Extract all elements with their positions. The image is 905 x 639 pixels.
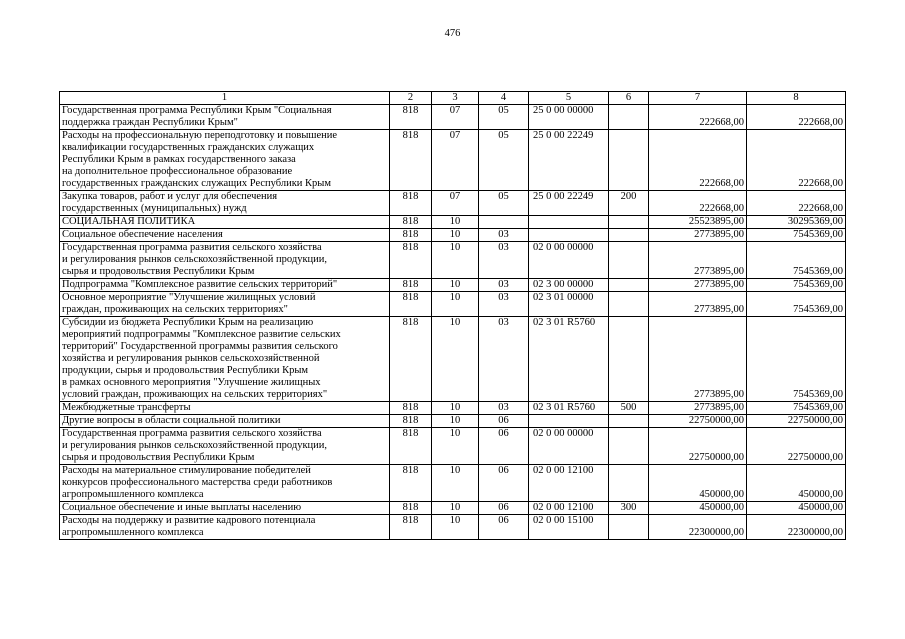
ministry-code: 818 [390, 279, 432, 292]
row-name: Социальное обеспечение и иные выплаты населению [60, 502, 390, 515]
target-article-code: 02 0 00 00000 [529, 428, 609, 465]
subsection-code [479, 216, 529, 229]
row-name: Расходы на профессиональную переподготовку и повышение квалификации государственных гражданских служащих Республики Крым в рамках государственного заказа на дополнительное профессиональное образование государственных гражданских служащих Республики Крым [60, 130, 390, 191]
subsection-code: 06 [479, 465, 529, 502]
table-row [60, 216, 846, 229]
amount-year-2: 7545369,00 [747, 279, 846, 292]
section-code: 10 [432, 216, 479, 229]
amount-year-1: 2773895,00 [649, 402, 747, 415]
expense-type-code [609, 242, 649, 279]
expense-type-code [609, 515, 649, 540]
ministry-code: 818 [390, 105, 432, 130]
section-code: 10 [432, 502, 479, 515]
expense-type-code [609, 229, 649, 242]
table-row [60, 229, 846, 242]
target-article-code: 02 0 00 00000 [529, 242, 609, 279]
row-name: Основное мероприятие "Улучшение жилищных условий граждан, проживающих на сельских территориях" [60, 292, 390, 317]
header-cell: 4 [479, 92, 529, 105]
amount-year-2: 450000,00 [747, 465, 846, 502]
section-code: 10 [432, 317, 479, 402]
subsection-code: 03 [479, 292, 529, 317]
ministry-code: 818 [390, 229, 432, 242]
target-article-code: 02 0 00 12100 [529, 465, 609, 502]
target-article-code: 02 3 01 00000 [529, 292, 609, 317]
table-row [60, 515, 846, 540]
section-code: 07 [432, 130, 479, 191]
expense-type-code [609, 130, 649, 191]
amount-year-1: 22750000,00 [649, 428, 747, 465]
target-article-code: 25 0 00 22249 [529, 130, 609, 191]
header-cell: 5 [529, 92, 609, 105]
amount-year-2: 7545369,00 [747, 317, 846, 402]
amount-year-1: 22300000,00 [649, 515, 747, 540]
section-code: 10 [432, 465, 479, 502]
section-code: 10 [432, 229, 479, 242]
page-number: 476 [444, 28, 461, 39]
section-code: 07 [432, 105, 479, 130]
table-row [60, 415, 846, 428]
amount-year-2: 222668,00 [747, 130, 846, 191]
amount-year-1: 2773895,00 [649, 292, 747, 317]
ministry-code: 818 [390, 317, 432, 402]
ministry-code: 818 [390, 465, 432, 502]
subsection-code: 05 [479, 191, 529, 216]
amount-year-2: 22750000,00 [747, 428, 846, 465]
expense-type-code [609, 105, 649, 130]
subsection-code: 03 [479, 279, 529, 292]
amount-year-2: 7545369,00 [747, 229, 846, 242]
table-row [60, 279, 846, 292]
target-article-code: 02 0 00 12100 [529, 502, 609, 515]
expense-type-code [609, 415, 649, 428]
section-code: 10 [432, 242, 479, 279]
header-cell: 7 [649, 92, 747, 105]
row-name: Социальное обеспечение населения [60, 229, 390, 242]
target-article-code: 02 0 00 15100 [529, 515, 609, 540]
expense-type-code [609, 465, 649, 502]
ministry-code: 818 [390, 216, 432, 229]
subsection-code: 03 [479, 317, 529, 402]
ministry-code: 818 [390, 292, 432, 317]
row-name: Государственная программа развития сельского хозяйства и регулирования рынков сельскохозяйственной продукции, сырья и продовольствия Республики Крым [60, 428, 390, 465]
target-article-code [529, 229, 609, 242]
ministry-code: 818 [390, 502, 432, 515]
table-row [60, 465, 846, 502]
amount-year-1: 450000,00 [649, 465, 747, 502]
ministry-code: 818 [390, 515, 432, 540]
amount-year-2: 222668,00 [747, 105, 846, 130]
expense-type-code: 500 [609, 402, 649, 415]
subsection-code: 03 [479, 402, 529, 415]
table-row [60, 502, 846, 515]
table-row [60, 130, 846, 191]
amount-year-1: 2773895,00 [649, 242, 747, 279]
table-row [60, 317, 846, 402]
amount-year-2: 22300000,00 [747, 515, 846, 540]
target-article-code [529, 216, 609, 229]
subsection-code: 05 [479, 130, 529, 191]
amount-year-2: 7545369,00 [747, 402, 846, 415]
expense-type-code [609, 216, 649, 229]
row-name: Расходы на материальное стимулирование победителей конкурсов профессионального мастерства среди работников агропромышленного комплекса [60, 465, 390, 502]
expense-type-code [609, 428, 649, 465]
target-article-code [529, 415, 609, 428]
ministry-code: 818 [390, 191, 432, 216]
table-row [60, 402, 846, 415]
subsection-code: 05 [479, 105, 529, 130]
section-code: 10 [432, 292, 479, 317]
ministry-code: 818 [390, 242, 432, 279]
target-article-code: 02 3 01 R5760 [529, 317, 609, 402]
expense-type-code [609, 317, 649, 402]
row-name: Другие вопросы в области социальной политики [60, 415, 390, 428]
subsection-code: 03 [479, 229, 529, 242]
header-cell: 2 [390, 92, 432, 105]
target-article-code: 25 0 00 22249 [529, 191, 609, 216]
amount-year-1: 22750000,00 [649, 415, 747, 428]
row-name: Расходы на поддержку и развитие кадрового потенциала агропромышленного комплекса [60, 515, 390, 540]
header-cell: 3 [432, 92, 479, 105]
ministry-code: 818 [390, 402, 432, 415]
header-cell: 8 [747, 92, 846, 105]
section-code: 10 [432, 515, 479, 540]
target-article-code: 02 3 00 00000 [529, 279, 609, 292]
amount-year-1: 222668,00 [649, 105, 747, 130]
row-name: Субсидии из бюджета Республики Крым на реализацию мероприятий подпрограммы "Комплексное развитие сельских территорий" Государственной программы развития сельского хозяйства и регулирования рынков сельскохозяйственной продукции, сырья и продовольствия Республики Крым в рамках основного мероприятия "Улучшение жилищных условий граждан, проживающих на сельских территориях" [60, 317, 390, 402]
expense-type-code: 200 [609, 191, 649, 216]
table-row [60, 428, 846, 465]
amount-year-2: 30295369,00 [747, 216, 846, 229]
amount-year-2: 7545369,00 [747, 292, 846, 317]
header-cell: 6 [609, 92, 649, 105]
amount-year-1: 25523895,00 [649, 216, 747, 229]
row-name: Государственная программа развития сельского хозяйства и регулирования рынков сельскохозяйственной продукции, сырья и продовольствия Республики Крым [60, 242, 390, 279]
header-cell: 1 [60, 92, 390, 105]
target-article-code: 25 0 00 00000 [529, 105, 609, 130]
budget-table [59, 91, 846, 540]
section-code: 10 [432, 428, 479, 465]
amount-year-1: 450000,00 [649, 502, 747, 515]
amount-year-2: 22750000,00 [747, 415, 846, 428]
amount-year-2: 222668,00 [747, 191, 846, 216]
target-article-code: 02 3 01 R5760 [529, 402, 609, 415]
amount-year-2: 7545369,00 [747, 242, 846, 279]
subsection-code: 06 [479, 502, 529, 515]
ministry-code: 818 [390, 428, 432, 465]
subsection-code: 06 [479, 515, 529, 540]
expense-type-code [609, 292, 649, 317]
table-row [60, 105, 846, 130]
row-name: Государственная программа Республики Крым "Социальная поддержка граждан Республики Крым" [60, 105, 390, 130]
section-code: 10 [432, 402, 479, 415]
ministry-code: 818 [390, 130, 432, 191]
amount-year-1: 2773895,00 [649, 317, 747, 402]
section-code: 07 [432, 191, 479, 216]
expense-type-code: 300 [609, 502, 649, 515]
row-name: Подпрограмма "Комплексное развитие сельских территорий" [60, 279, 390, 292]
table-row [60, 292, 846, 317]
row-name: Закупка товаров, работ и услуг для обеспечения государственных (муниципальных) нужд [60, 191, 390, 216]
table-row [60, 191, 846, 216]
expense-type-code [609, 279, 649, 292]
amount-year-2: 450000,00 [747, 502, 846, 515]
ministry-code: 818 [390, 415, 432, 428]
amount-year-1: 2773895,00 [649, 279, 747, 292]
row-name: Межбюджетные трансферты [60, 402, 390, 415]
header-row [60, 92, 846, 105]
section-code: 10 [432, 415, 479, 428]
section-code: 10 [432, 279, 479, 292]
amount-year-1: 222668,00 [649, 191, 747, 216]
subsection-code: 03 [479, 242, 529, 279]
subsection-code: 06 [479, 415, 529, 428]
row-name: СОЦИАЛЬНАЯ ПОЛИТИКА [60, 216, 390, 229]
amount-year-1: 2773895,00 [649, 229, 747, 242]
subsection-code: 06 [479, 428, 529, 465]
table-row [60, 242, 846, 279]
amount-year-1: 222668,00 [649, 130, 747, 191]
